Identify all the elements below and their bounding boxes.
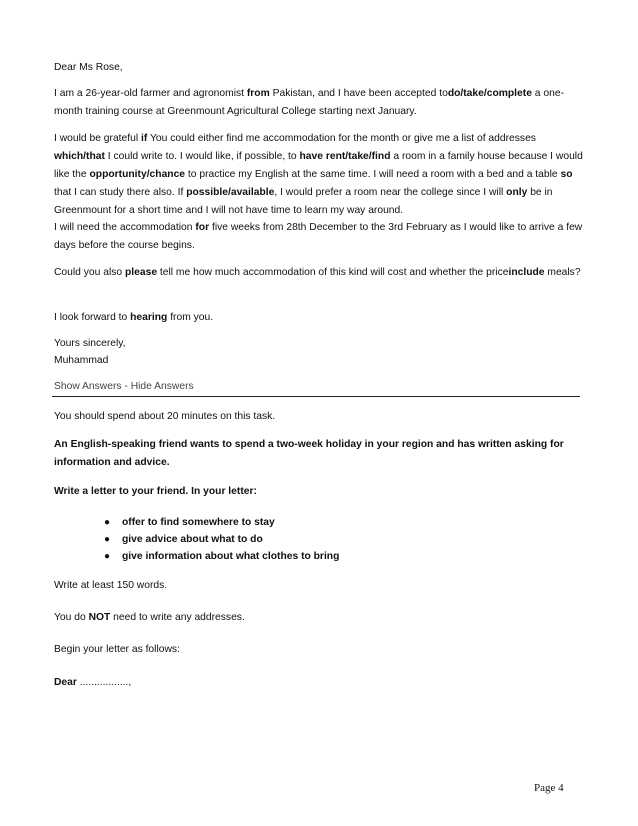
letter-paragraph-5: I look forward to hearing from you. bbox=[54, 312, 214, 323]
divider bbox=[52, 396, 580, 397]
letter-paragraph-3: I will need the accommodation for five weeks from 28th December to the 3rd February as I would like to arrive a few days before the course begins. bbox=[54, 222, 583, 251]
answer-toggle: Show Answers - Hide Answers bbox=[54, 381, 194, 392]
list-item: offer to find somewhere to stay bbox=[122, 517, 275, 528]
bullet-icon: ● bbox=[104, 534, 111, 545]
list-item: give information about what clothes to bring bbox=[122, 551, 340, 562]
task-word-count: Write at least 150 words. bbox=[54, 580, 168, 591]
task-time: You should spend about 20 minutes on this task. bbox=[54, 411, 276, 422]
letter-paragraph-2: I would be grateful if You could either find me accommodation for the month or give me a list of addresses which/that I could write to. I would like, if possible, to have rent/take/find a room in a family house because I would like the opportunity/chance to practice my English at the same time. I will need a room with a bed and a table so that I can study there also. If possible/available, I would prefer a room near the college since I will only be in Greenmount for a short time and I will not have time to learn my way around. bbox=[54, 133, 583, 216]
task-address-note: You do NOT need to write any addresses. bbox=[54, 612, 245, 623]
bullet-icon: ● bbox=[104, 517, 111, 528]
task-prompt: An English-speaking friend wants to spend a two-week holiday in your region and has written asking for information and advice. bbox=[54, 439, 564, 468]
hide-answers-link[interactable]: Hide Answers bbox=[130, 381, 194, 392]
show-answers-link[interactable]: Show Answers bbox=[54, 381, 122, 392]
task-dear-line: Dear ................., bbox=[54, 677, 132, 688]
list-item: give advice about what to do bbox=[122, 534, 263, 545]
task-begin: Begin your letter as follows: bbox=[54, 644, 180, 655]
letter-paragraph-1: I am a 26-year-old farmer and agronomist from Pakistan, and I have been accepted todo/take/complete a one-month training course at Greenmount Agricultural College starting next January. bbox=[54, 88, 564, 117]
task-instruction: Write a letter to your friend. In your letter: bbox=[54, 486, 257, 497]
letter-paragraph-4: Could you also please tell me how much accommodation of this kind will cost and whether the priceinclude meals? bbox=[54, 267, 581, 278]
letter-signature: Muhammad bbox=[54, 355, 109, 366]
letter-salutation: Dear Ms Rose, bbox=[54, 62, 123, 73]
bullet-icon: ● bbox=[104, 551, 111, 562]
letter-closing: Yours sincerely, bbox=[54, 338, 126, 349]
page-number: Page 4 bbox=[534, 782, 564, 794]
